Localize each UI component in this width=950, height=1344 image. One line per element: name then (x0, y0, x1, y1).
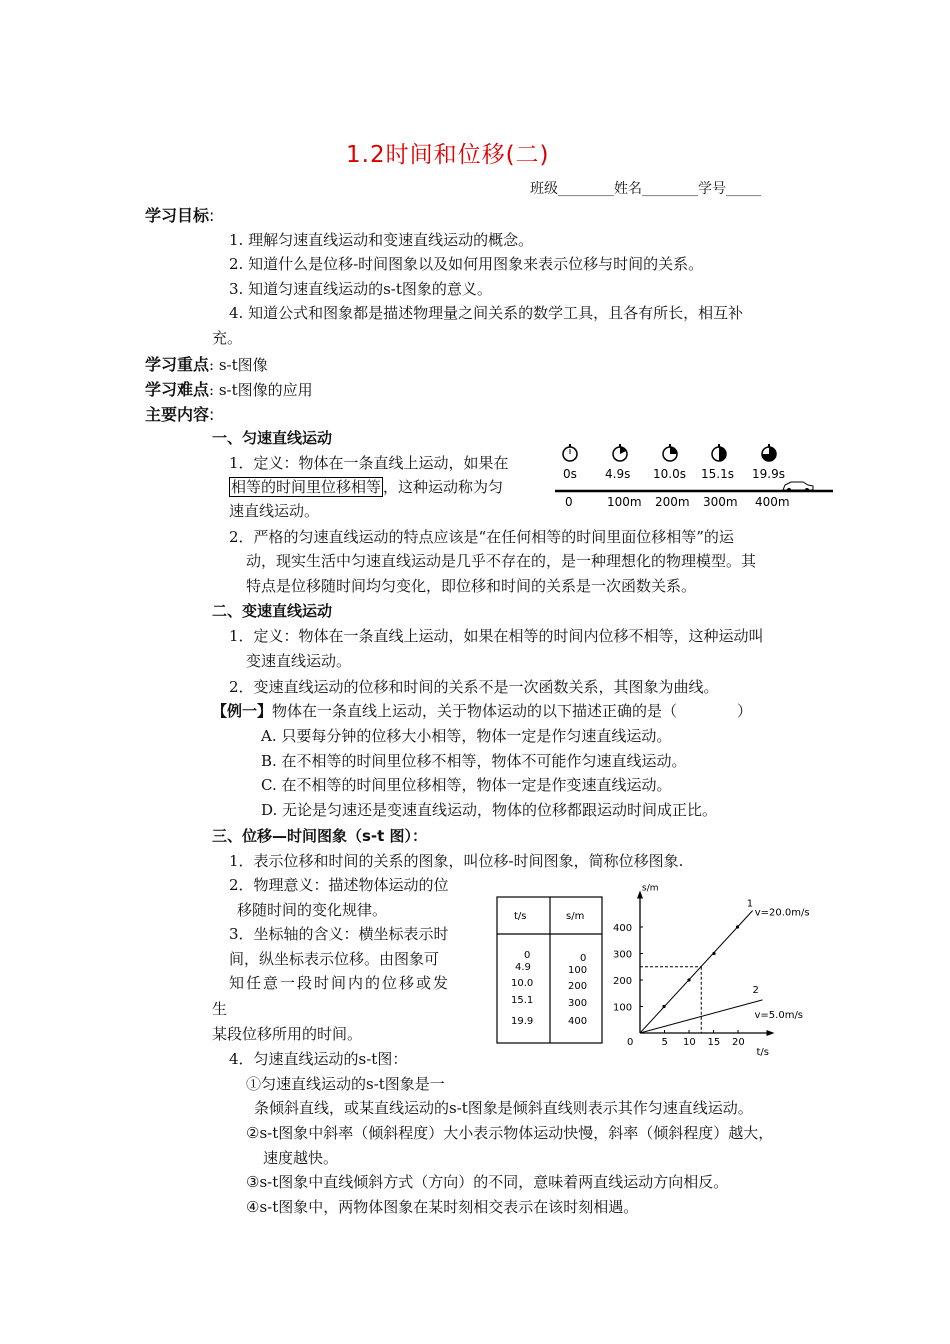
example-option[interactable]: A. 只要每分钟的位移大小相等，物体一定是作匀速直线运动。 (261, 727, 672, 745)
stopwatch-icon (762, 444, 776, 461)
goal-item: 4. 知道公式和图象都是描述物理量之间关系的数学工具，且各有所长，相互补 (229, 304, 744, 322)
s3-point: 某段位移所用的时间。 (212, 1025, 363, 1043)
s3-point: 1．表示位移和时间的关系的图象，叫位移-时间图象，简称位移图象. (229, 852, 684, 870)
data-point (712, 952, 715, 955)
s2-relation: 2．变速直线运动的位移和时间的关系不是一次函数关系，其图象为曲线。 (229, 678, 719, 696)
table-header: t/s (514, 911, 527, 922)
goal-item: 3. 知道匀速直线运动的s-t图象的意义。 (229, 280, 492, 298)
series-name: 2 (752, 984, 759, 996)
table-cell: 200 (568, 981, 588, 992)
section-3-title: 三、位移—时间图象（s-t 图）： (212, 827, 428, 845)
st-graph-item: 速度越快。 (263, 1149, 339, 1167)
student-info-line: 班级________姓名________学号_____ (530, 181, 761, 197)
key-text: : s-t图像 (209, 356, 268, 374)
y-axis-label: s/m (642, 883, 659, 894)
car-icon (783, 482, 813, 492)
data-point (736, 925, 739, 928)
s1-definition-line2: 相等的时间里位移相等 ，这种运动称为匀 (231, 478, 504, 496)
timeline-distance: 400m (755, 495, 790, 509)
goal-item: 充。 (212, 329, 243, 347)
s1-feature-line: 2．严格的匀速直线运动的特点应该是“在任何相等的时间里面位移相等”的运 (229, 528, 734, 546)
s3-point: 3．坐标轴的含义：横坐标表示时 (229, 925, 449, 943)
st-graph-item: ①匀速直线运动的s-t图象是一 (246, 1075, 445, 1093)
s1-feature-line: 特点是位移随时间均匀变化，即位移和时间的关系是一次函数关系。 (246, 577, 697, 595)
data-point (687, 978, 690, 981)
timeline-distance: 300m (703, 495, 738, 509)
st-graph-item: ④s-t图象中，两物体图象在某时刻相交表示在该时刻相遇。 (246, 1198, 639, 1216)
series-line (640, 910, 753, 1033)
key-label: 学习重点 (145, 355, 210, 374)
s1-definition-line3: 速直线运动。 (229, 502, 320, 520)
page-title: 1.2时间和位移(二) (346, 142, 550, 168)
s3-point: 知任意一段时间内的位移或发 (229, 974, 451, 992)
s3-point: 间，纵坐标表示位移。由图象可 (229, 950, 440, 968)
stopwatch-icon (563, 444, 577, 461)
key-point (145, 352, 268, 375)
goal-item: 2. 知道什么是位移-时间图象以及如何用图象来表示位移与时间的关系。 (229, 255, 704, 273)
example-question: 物体在一条直线上运动，关于物体运动的以下描述正确的是（ ） (272, 702, 753, 720)
y-tick-label: 400 (613, 923, 633, 934)
example-label: 【例一】 (212, 702, 273, 720)
section-1-title: 一、匀速直线运动 (212, 429, 333, 447)
data-point (662, 1005, 665, 1008)
table-cell: 4.9 (515, 962, 531, 973)
s1-definition: 1．定义：物体在一条直线上运动，如果在 (229, 454, 509, 472)
s3-point-title: 4．匀速直线运动的s-t图： (229, 1050, 408, 1068)
difficulty-point (145, 377, 313, 400)
s2-definition: 变速直线运动。 (246, 652, 352, 670)
table-cell: 300 (568, 998, 588, 1009)
s3-point: 生 (212, 1000, 228, 1018)
content-label: 主要内容: (145, 405, 215, 424)
x-tick-label: 10 (683, 1037, 696, 1048)
series-name: 1 (746, 898, 754, 910)
table-header: s/m (566, 911, 585, 922)
timeline-time: 15.1s (701, 467, 734, 481)
goals-label: 学习目标: (145, 206, 215, 225)
table-cell: 10.0 (511, 978, 534, 989)
table-cell: 15.1 (511, 995, 534, 1006)
timeline-distance: 0 (565, 495, 573, 509)
timeline-distance: 100m (607, 495, 642, 509)
section-2-title: 二、变速直线运动 (212, 602, 333, 620)
difficulty-label: 学习难点 (145, 380, 210, 399)
stopwatch-icon (613, 444, 627, 461)
st-graph-item: 条倾斜直线，或某直线运动的s-t图象是倾斜直线则表示其作匀速直线运动。 (254, 1099, 753, 1117)
series-label: v=20.0m/s (754, 907, 810, 919)
example-option[interactable]: D. 无论是匀速还是变速直线运动，物体的位移都跟运动时间成正比。 (261, 801, 718, 819)
example-1 (212, 700, 752, 721)
table-cell: 100 (568, 965, 588, 976)
data-table (496, 896, 604, 1046)
table-cell: 400 (568, 1016, 588, 1027)
timeline-time: 19.9s (752, 467, 785, 481)
y-tick-label: 300 (613, 949, 633, 961)
difficulty-text: : s-t图像的应用 (209, 381, 313, 399)
boxed-phrase: 相等的时间里位移相等 (231, 478, 382, 496)
st-graph-item: ③s-t图象中直线倾斜方式（方向）的不同，意味着两直线运动方向相反。 (246, 1173, 729, 1191)
table-cell: 0 (524, 950, 531, 961)
timeline-figure (555, 440, 835, 512)
x-tick-label: 15 (707, 1037, 721, 1048)
table-cell: 0 (580, 953, 587, 964)
series-label: v=5.0m/s (754, 1009, 804, 1021)
goal-item: 1. 理解匀速直线运动和变速直线运动的概念。 (229, 231, 534, 249)
example-option[interactable]: C. 在不相等的时间里位移相等，物体一定是作变速直线运动。 (261, 776, 672, 794)
table-cell: 19.9 (511, 1016, 534, 1027)
x-axis-label: t/s (756, 1047, 769, 1058)
stopwatch-icon (712, 444, 726, 461)
y-tick-label: 100 (613, 1002, 633, 1014)
x-axis-arrow (767, 1030, 775, 1036)
timeline-time: 10.0s (653, 467, 686, 481)
timeline-distance: 200m (655, 495, 690, 509)
s3-point: 移随时间的变化规律。 (237, 901, 388, 919)
stopwatch-icon (663, 444, 677, 461)
timeline-time: 0s (563, 467, 577, 481)
x-tick-label: 5 (661, 1037, 668, 1048)
s1-feature-line: 动，现实生活中匀速直线运动是几乎不存在的，是一种理想化的物理模型。其 (246, 552, 757, 570)
s3-point: 2．物理意义：描述物体运动的位 (229, 876, 449, 894)
x-tick-label: 20 (732, 1037, 745, 1048)
s2-definition: 1．定义：物体在一条直线上运动，如果在相等的时间内位移不相等，这种运动叫 (229, 627, 764, 645)
st-graph-item: ②s-t图象中斜率（倾斜程度）大小表示物体运动快慢，斜率（倾斜程度）越大， (246, 1124, 774, 1142)
st-chart (612, 880, 852, 1060)
example-option[interactable]: B. 在不相等的时间里位移不相等，物体不可能作匀速直线运动。 (261, 752, 687, 770)
x-tick-label: 0 (627, 1037, 634, 1048)
timeline-time: 4.9s (605, 467, 631, 481)
y-tick-label: 200 (613, 976, 633, 987)
